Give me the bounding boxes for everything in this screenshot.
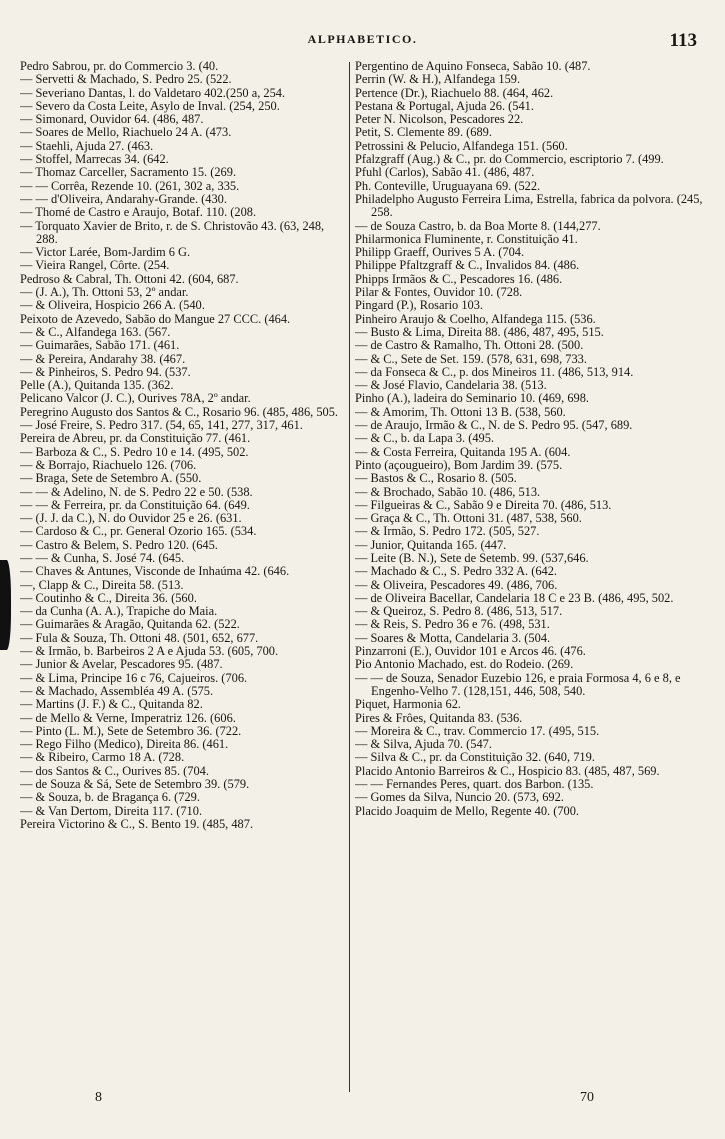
directory-entry: Philippe Pfaltzgraff & C., Invalidos 84. (486. [355,258,580,273]
directory-entry: — Gomes da Silva, Nuncio 20. (573, 692. [355,790,564,805]
directory-entry: — Machado & C., S. Pedro 332 A. (642. [355,564,558,579]
directory-entry: — de Souza Castro, b. da Boa Morte 8. (144,277. [355,218,601,233]
directory-entry: — Coutinho & C., Direita 36. (560. [20,590,197,605]
directory-entry: Pereira Victorino & C., S. Bento 19. (485, 487. [20,816,254,831]
directory-entry: — Severo da Costa Leite, Asylo de Inval. (254, 250. [20,98,280,113]
directory-entry: — Silva & C., pr. da Constituição 32. (640, 719. [355,750,595,765]
directory-entry: — dos Santos & C., Ourives 85. (704. [20,763,209,778]
directory-entry: —, Clapp & C., Direita 58. (513. [20,577,184,592]
directory-entry: — Barboza & C., S. Pedro 10 e 14. (495, 502. [20,444,249,459]
directory-entry: — Servetti & Machado, S. Pedro 25. (522. [20,72,232,87]
directory-entry: — & Queiroz, S. Pedro 8. (486, 513, 517. [355,604,563,619]
directory-entry: — — & Adelino, N. de S. Pedro 22 e 50. (538. [20,484,253,499]
directory-entry: Pfalzgraff (Aug.) & C., pr. do Commercio, escriptorio 7. (499. [355,152,664,167]
directory-entry: — de Araujo, Irmão & C., N. de S. Pedro 95. (547, 689. [355,418,633,433]
directory-entry: Pedro Sabrou, pr. do Commercio 3. (40. [20,60,219,73]
directory-entry: — Thomé de Castro e Araujo, Botaf. 110. (208. [20,205,257,220]
page-number: 113 [669,30,697,51]
directory-entry: Peter N. Nicolson, Pescadores 22. [355,112,524,127]
directory-entry: — Vieira Rangel, Côrte. (254. [20,258,170,273]
directory-entry: — — Corrêa, Rezende 10. (261, 302 a, 335. [20,178,240,193]
directory-entry: Placido Antonio Barreiros & C., Hospicio 83. (485, 487, 569. [355,763,660,778]
directory-entry: Pingard (P.), Rosario 103. [355,298,484,313]
directory-entry: — Soares & Motta, Candelaria 3. (504. [355,630,551,645]
directory-entry: Peixoto de Azevedo, Sabão do Mangue 27 CCC. (464. [20,311,291,326]
directory-entry: — — & Ferreira, pr. da Constituição 64. (649. [20,497,250,512]
directory-entry: — Moreira & C., trav. Commercio 17. (495, 515. [355,723,600,738]
directory-entry: — & Souza, b. de Bragança 6. (729. [20,790,200,805]
directory-entry: — Pinto (L. M.), Sete de Setembro 36. (722. [20,723,242,738]
page-footer [0,1090,725,1114]
directory-entry: — — Fernandes Peres, quart. dos Barbon. (135. [355,777,594,792]
directory-entry: Philarmonica Fluminente, r. Constituição 41. [355,231,578,246]
directory-entry: Pio Antonio Machado, est. do Rodeio. (269. [355,657,574,672]
directory-entry: — Severiano Dantas, l. do Valdetaro 402.(250 a, 254. [20,85,286,100]
directory-entry: Pestana & Portugal, Ajuda 26. (541. [355,98,534,113]
directory-entry: — Soares de Mello, Riachuelo 24 A. (473. [20,125,232,140]
directory-entry: Pinzarroni (E.), Ouvidor 101 e Arcos 46. (476. [355,644,586,659]
directory-entry: — & Oliveira, Pescadores 49. (486, 706. [355,577,558,592]
left-column [20,60,346,1105]
directory-entry: — Cardoso & C., pr. General Ozorio 165. (534. [20,524,257,539]
directory-entry: Pereira de Abreu, pr. da Constituição 77. (461. [20,431,251,446]
directory-entry: — & Amorim, Th. Ottoni 13 B. (538, 560. [355,404,566,419]
directory-entry: — & Irmão, S. Pedro 172. (505, 527. [355,524,540,539]
directory-entry: — — & Cunha, S. José 74. (645. [20,550,185,565]
directory-entry: — de Mello & Verne, Imperatriz 126. (606. [20,710,236,725]
directory-entry: Placido Joaquim de Mello, Regente 40. (700. [355,803,580,818]
directory-entry: — Chaves & Antunes, Visconde de Inhaúma 42. (646. [20,564,290,579]
directory-entry: Pelicano Valcor (J. C.), Ourives 78A, 2º andar. [20,391,251,406]
directory-entry: — & Silva, Ajuda 70. (547. [355,737,492,752]
directory-entry: — de Oliveira Bacellar, Candelaria 18 C e 23 B. (486, 495, 502. [355,590,674,605]
directory-entry: — & José Flavio, Candelaria 38. (513. [355,378,547,393]
directory-entry: — & Costa Ferreira, Quitanda 195 A. (604. [355,444,571,459]
directory-entry: — da Fonseca & C., p. dos Mineiros 11. (486, 513, 914. [355,364,634,379]
directory-entry: — & Brochado, Sabão 10. (486, 513. [355,484,541,499]
directory-entry: — Victor Larée, Bom-Jardim 6 G. [20,245,191,260]
directory-entry: — & Reis, S. Pedro 36 e 76. (498, 531. [355,617,550,632]
directory-entry: Petrossini & Pelucio, Alfandega 151. (560. [355,138,568,153]
signature-mark-left: 8 [95,1090,102,1105]
directory-entry: — José Freire, S. Pedro 317. (54, 65, 141, 277, 317, 461. [20,418,303,433]
directory-entry: — & Ribeiro, Carmo 18 A. (728. [20,750,185,765]
directory-entry: Philipp Graeff, Ourives 5 A. (704. [355,245,525,260]
directory-entry: Pilar & Fontes, Ouvidor 10. (728. [355,285,523,300]
directory-entry: — de Castro & Ramalho, Th. Ottoni 28. (500. [355,338,584,353]
directory-entry: — Stoffel, Marrecas 34. (642. [20,152,169,167]
directory-entry: — & Oliveira, Hospicio 266 A. (540. [20,298,205,313]
directory-entry: — Fula & Souza, Th. Ottoni 48. (501, 652, 677. [20,630,259,645]
directory-entry: Pertence (Dr.), Riachuelo 88. (464, 462. [355,85,554,100]
directory-entry: — Rego Filho (Medico), Direita 86. (461. [20,737,229,752]
directory-entry: — & Machado, Assembléa 49 A. (575. [20,683,214,698]
directory-entry: — Guimarães, Sabão 171. (461. [20,338,180,353]
directory-entry: — & C., Alfandega 163. (567. [20,324,171,339]
directory-entry: Pergentino de Aquino Fonseca, Sabão 10. (487. [355,60,591,73]
directory-entry: Piquet, Harmonia 62. [355,697,461,712]
directory-entry: Pinheiro Araujo & Coelho, Alfandega 115. (536. [355,311,596,326]
signature-mark-right: 70 [580,1090,594,1105]
directory-entry: — & Pereira, Andarahy 38. (467. [20,351,186,366]
directory-entry: Philadelpho Augusto Ferreira Lima, Estrella, fabrica da polvora. (245, 258. [355,191,703,220]
directory-entry: — & Lima, Principe 16 c 76, Cajueiros. (706. [20,670,248,685]
directory-entry: — & Irmão, b. Barbeiros 2 A e Ajuda 53. (605, 700. [20,644,279,659]
directory-entry: — da Cunha (A. A.), Trapiche do Maia. [20,604,218,619]
directory-entry: — (J. J. da C.), N. do Ouvidor 25 e 26. (631. [20,511,242,526]
directory-entry: — & C., b. da Lapa 3. (495. [355,431,495,446]
directory-entry: — — de Souza, Senador Euzebio 126, e praia Formosa 4, 6 e 8, e Engenho-Velho 7. (128,151, 446, 508, 540. [355,670,681,698]
directory-entry: — de Souza & Sá, Sete de Setembro 39. (579. [20,777,250,792]
directory-entry: — Guimarães & Aragão, Quitanda 62. (522. [20,617,240,632]
directory-entry: Ph. Conteville, Uruguayana 69. (522. [355,178,541,193]
directory-entry: — Busto & Lima, Direita 88. (486, 487, 495, 515. [355,324,604,339]
directory-entry: — Martins (J. F.) & C., Quitanda 82. [20,697,203,712]
directory-entry: — Graça & C., Th. Ottoni 31. (487, 538, 560. [355,511,582,526]
directory-entry: — Thomaz Carceller, Sacramento 15. (269. [20,165,237,180]
page-header [0,30,725,54]
directory-entry: Pfuhl (Carlos), Sabão 41. (486, 487. [355,165,535,180]
directory-entry: — Junior & Avelar, Pescadores 95. (487. [20,657,223,672]
directory-entry: — — d'Oliveira, Andarahy-Grande. (430. [20,191,227,206]
ink-blot [0,560,11,650]
directory-entry: — Braga, Sete de Setembro A. (550. [20,471,202,486]
directory-entry: — Leite (B. N.), Sete de Setemb. 99. (537,646. [355,550,589,565]
directory-entry: Pelle (A.), Quitanda 135. (362. [20,378,174,393]
directory-entry: — Bastos & C., Rosario 8. (505. [355,471,517,486]
directory-entry: Phipps Irmãos & C., Pescadores 16. (486. [355,271,563,286]
running-title: ALPHABETICO. [307,32,418,46]
column-divider [349,62,350,1092]
directory-entry: — (J. A.), Th. Ottoni 53, 2º andar. [20,285,189,300]
right-column [355,60,707,1105]
directory-entry: Pinto (açougueiro), Bom Jardim 39. (575. [355,457,563,472]
directory-entry: Pedroso & Cabral, Th. Ottoni 42. (604, 687. [20,271,239,286]
directory-entry: — Torquato Xavier de Brito, r. de S. Christovão 43. (63, 248, 288. [20,218,325,246]
directory-entry: Pinho (A.), ladeira do Seminario 10. (469, 698. [355,391,590,406]
directory-entry: — Simonard, Ouvidor 64. (486, 487. [20,112,204,127]
directory-entry: — Junior, Quitanda 165. (447. [355,537,507,552]
directory-entry: — Staehli, Ajuda 27. (463. [20,138,154,153]
directory-entry: — & Pinheiros, S. Pedro 94. (537. [20,364,191,379]
directory-entry: — & Van Dertom, Direita 117. (710. [20,803,203,818]
directory-entry: Peregrino Augusto dos Santos & C., Rosario 96. (485, 486, 505. [20,404,339,419]
directory-entry: Petit, S. Clemente 89. (689. [355,125,492,140]
directory-entry: — & Borrajo, Riachuelo 126. (706. [20,457,197,472]
directory-entry: — & C., Sete de Set. 159. (578, 631, 698, 733. [355,351,587,366]
directory-entry: Pires & Frôes, Quitanda 83. (536. [355,710,523,725]
directory-entry: — Filgueiras & C., Sabão 9 e Direita 70. (486, 513. [355,497,612,512]
directory-entry: Perrin (W. & H.), Alfandega 159. [355,72,521,87]
directory-entry: — Castro & Belem, S. Pedro 120. (645. [20,537,218,552]
